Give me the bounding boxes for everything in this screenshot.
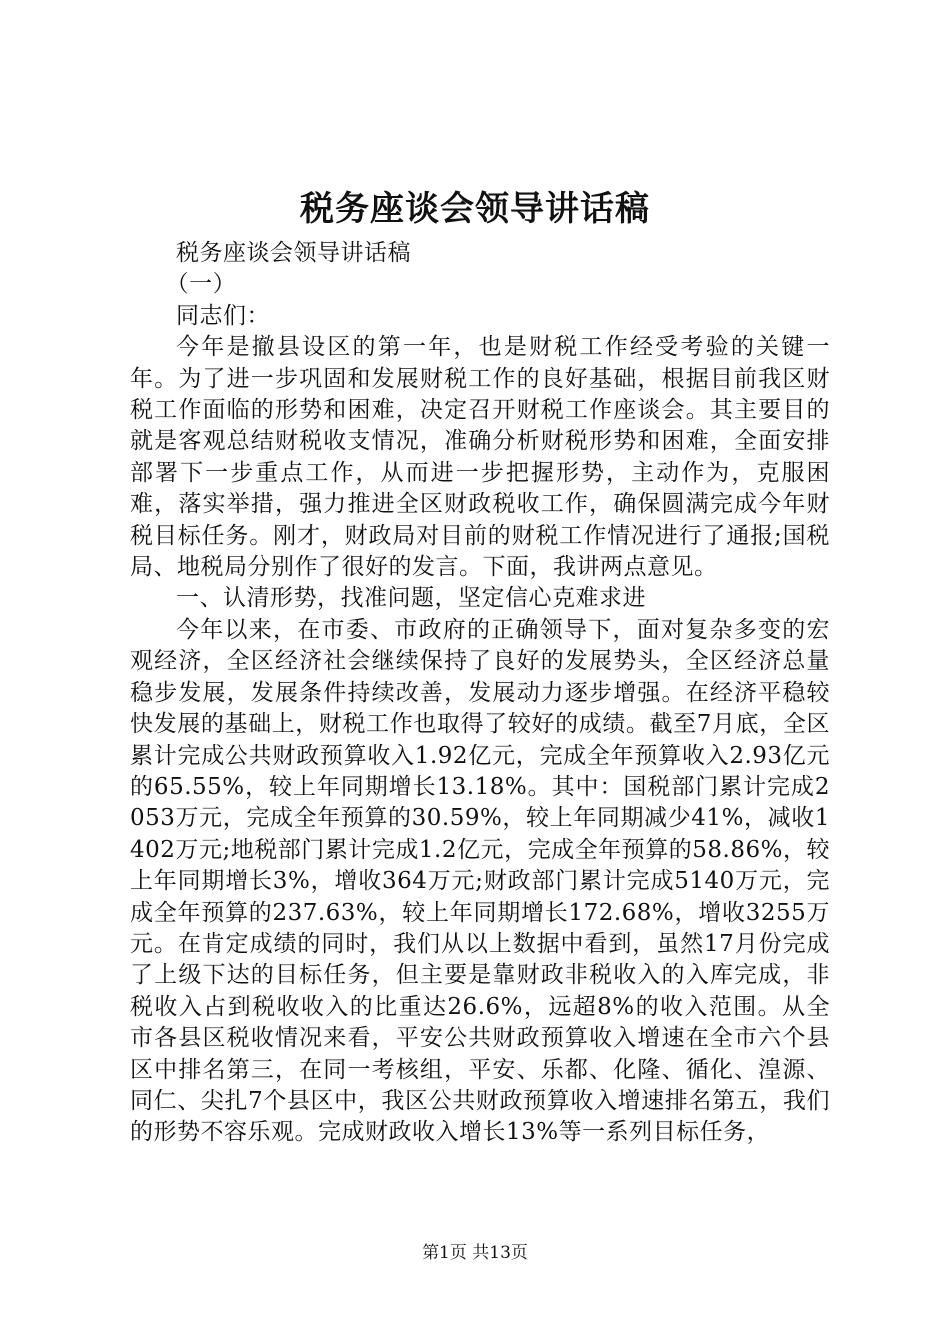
document-title: 税务座谈会领导讲话稿 — [300, 189, 650, 229]
page-footer: 第1页 共13页 — [422, 1243, 528, 1263]
section-heading: 一、认清形势，找准问题，坚定信心克难求进 — [176, 585, 646, 612]
salutation: 同志们： — [176, 302, 270, 329]
part-marker: （一） — [165, 271, 237, 298]
document-subtitle: 税务座谈会领导讲话稿 — [176, 240, 411, 266]
paragraph-situation: 今年以来，在市委、市政府的正确领导下，面对复杂多变的宏观经济，全区经济社会继续保持了良好的发展势头，全区经济总量稳步发展，发展条件持续改善，发展动力逐步增强。在经济平稳较快发展的基础上，财税工作也取得了较好的成绩。截至7月底，全区累计完成公共财政预算收入1.92亿元，完成全年预算收入2.93亿元的65.55%，较上年同期增长13.18%。其中：国税部门累计完成2053万元，完成全年预算的30.59%，较上年同期减少41%，减收1402万元;地税部门累计完成1.2亿元，完成全年预算的58.86%，较上年同期增长3%，增收364万元;财政部门累计完成5140万元，完成全年预算的237.63%，较上年同期增长172.68%，增收3255万元。在肯定成绩的同时，我们从以上数据中看到，虽然17月份完成了上级下达的目标任务，但主要是靠财政非税收入的入库完成，非税收入占到税收收入的比重达26.6%，远超8%的收入范围。从全市各县区税收情况来看，平安公共财政预算收入增速在全市六个县区中排名第三，在同一考核组，平安、乐都、化隆、循化、湟源、同仁、尖扎7个县区中，我区公共财政预算收入增速排名第五，我们的形势不容乐观。完成财政收入增长13%等一系列目标任务， — [130, 616, 830, 1146]
paragraph-intro: 今年是撤县设区的第一年，也是财税工作经受考验的关键一年。为了进一步巩固和发展财税工作的良好基础，根据目前我区财税工作面临的形势和困难，决定召开财税工作座谈会。其主要目的就是客观总结财税收支情况，准确分析财税形势和困难，全面安排部署下一步重点工作，从而进一步把握形势，主动作为，克服困难，落实举措，强力推进全区财政税收工作，确保圆满完成今年财税目标任务。刚才，财政局对目前的财税工作情况进行了通报;国税局、地税局分别作了很好的发言。下面，我讲两点意见。 — [130, 334, 830, 581]
document-body — [130, 238, 830, 1149]
